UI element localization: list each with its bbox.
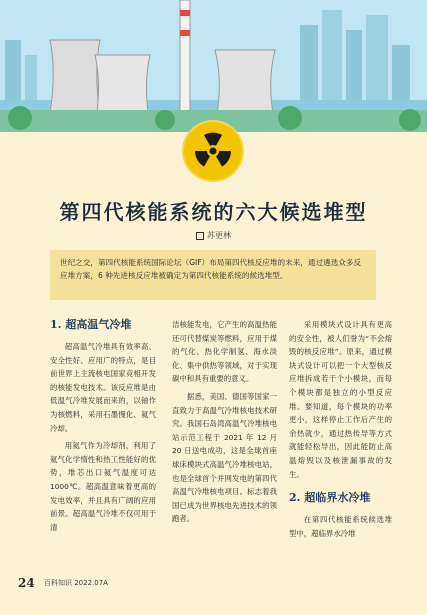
paragraph: 洁核能发电，它产生的高温热能还可代替煤炭等燃料，应用于煤的气化、热化学制氢、海水淡化、集中供热等领域，对于实现碳中和具有重要的意义。 — [172, 320, 277, 384]
abstract-box: 世纪之交，第四代核能系统国际论坛（GIF）布局第四代核反应堆的未来，通过遴选众多反应堆方案，6 种先进核反应堆被确定为第四代核能系统的候选堆型。 — [50, 250, 376, 300]
author: 苏更林 — [207, 231, 231, 240]
paragraph: 采用模块式设计具有更高的安全性，被人们誉为“不会熔毁的核反应堆”。原来，通过模块式设计可以把一个大型核反应堆拆成若干个小模块，而每个模块都是独立的小型反应堆。要知道，每个模块的功率更小，这样停止工作后产生的余热就少，通过热传导等方式就能轻松导出，因此能防止高温熔毁以及核泄漏事故的发生。 — [289, 320, 392, 479]
section-heading-2: 2. 超临界水冷堆 — [289, 491, 371, 505]
page-footer — [18, 576, 418, 606]
journal-issue: 百科知识 2022.07A — [44, 579, 108, 587]
page-number: 24 — [18, 576, 35, 590]
byline — [0, 230, 427, 241]
column-2 — [172, 318, 277, 530]
column-1 — [50, 318, 156, 538]
paragraph: 用氦气作为冷却剂，利用了氦气化学惰性和热工性能好的优势，堆芯出口氦气温度可达 1000℃。超高温意味着更高的发电效率，并且具有广阔的应用前景。超高温气冷堆不仅可用于清 — [50, 441, 156, 532]
column-3 — [289, 318, 392, 544]
paragraph: 超高温气冷堆具有效率高、安全性好、应用广的特点，是目前世界上主流核电国家竞相开发的核能发电技术。该反应堆是由低温气冷堆发展而来的，以铀作为核燃料，采用石墨慢化、氦气冷却。 — [50, 342, 156, 433]
paragraph: 在第四代核能系统候选堆型中，超临界水冷堆 — [289, 515, 392, 538]
radiation-hazard-icon — [184, 122, 242, 180]
square-icon — [196, 232, 204, 240]
paragraph: 据悉，美国、德国等国家一直致力于高温气冷堆核电技术研究。我国石岛湾高温气冷堆核电站示范工程于 2021 年 12 月 20 日送电成功，这是全球首座球床模块式高温气冷堆核电站，也是全球首个并网发电的第四代高温气冷堆核电项目。标志着我国已成为世界核电先进技术的领跑者。 — [172, 391, 277, 524]
nuclear-plant-illustration — [0, 0, 427, 140]
article-title: 第四代核能系统的六大候选堆型 — [59, 200, 368, 224]
section-heading-1: 1. 超高温气冷堆 — [50, 318, 132, 331]
